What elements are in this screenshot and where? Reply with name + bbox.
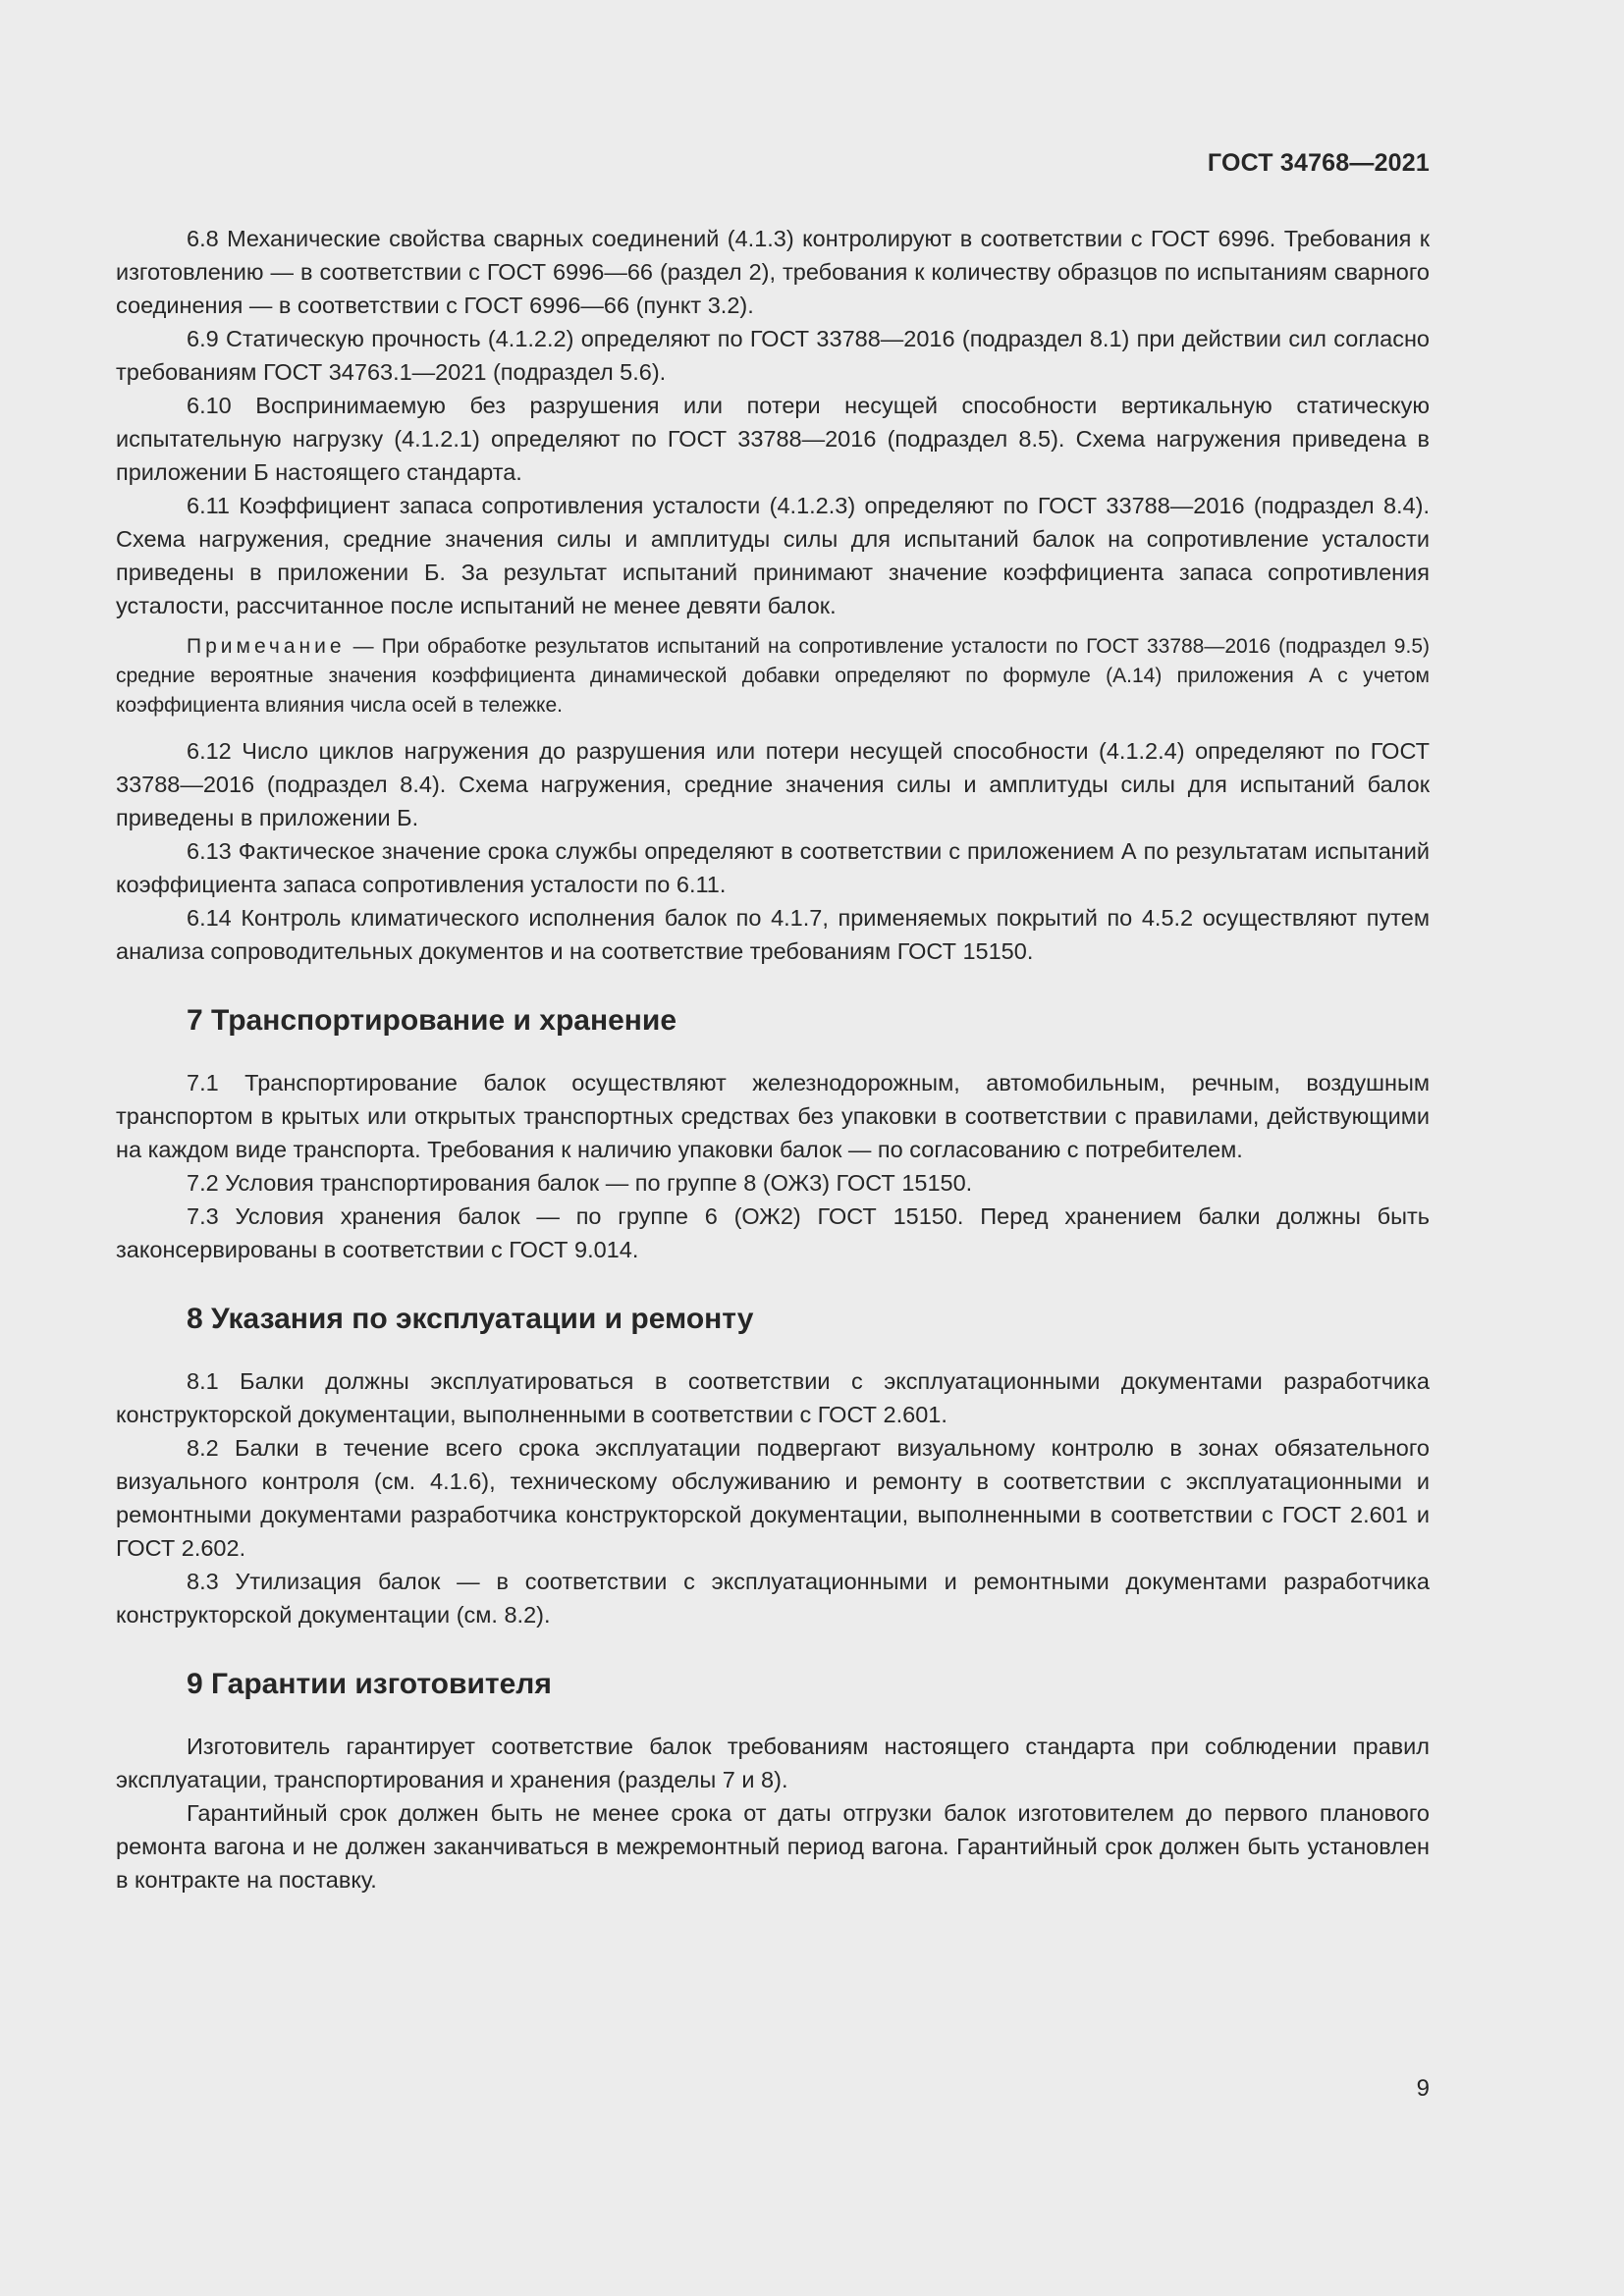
section-9-paragraph-2: Гарантийный срок должен быть не менее срока от даты отгрузки балок изготовителем до первого планового ремонта вагона и не должен заканчиваться в межремонтный период вагона. Гарантийный срок должен быть установлен в контракте на поставку. [116,1800,1430,1893]
clause-6-9: 6.9 Статическую прочность (4.1.2.2) определяют по ГОСТ 33788—2016 (подраздел 8.1) при действии сил согласно требованиям ГОСТ 34763.1—2021 (подраздел 5.6). [116,326,1430,385]
section-9-paragraph-1: Изготовитель гарантирует соответствие балок требованиям настоящего стандарта при соблюдении правил эксплуатации, транспортирования и хранения (разделы 7 и 8). [116,1734,1430,1792]
note-text: — При обработке результатов испытаний на сопротивление усталости по ГОСТ 33788—2016 (подраздел 9.5) средние вероятные значения коэффициента динамической добавки определяют по формуле (А.14) приложения А с учетом коэффициента влияния числа осей в тележке. [116,635,1430,717]
clause-7-3: 7.3 Условия хранения балок — по группе 6 (ОЖ2) ГОСТ 15150. Перед хранением балки должны быть законсервированы в соответствии с ГОСТ 9.014. [116,1203,1430,1262]
page-header: ГОСТ 34768—2021 [1207,149,1430,177]
clause-6-11: 6.11 Коэффициент запаса сопротивления усталости (4.1.2.3) определяют по ГОСТ 33788—2016 (подраздел 8.4). Схема нагружения, средние значения силы и амплитуды силы для испытаний балок на сопротивление усталости приведены в приложении Б. За результат испытаний принимают значение коэффициента запаса сопротивления усталости, рассчитанное после испытаний не менее девяти балок. [116,493,1430,618]
clause-7-1: 7.1 Транспортирование балок осуществляют железнодорожным, автомобильным, речным, воздушным транспортом в крытых или открытых транспортных средствах без упаковки в соответствии с правилами, действующими на каждом виде транспорта. Требования к наличию упаковки балок — по согласованию с потребителем. [116,1070,1430,1162]
clause-6-12: 6.12 Число циклов нагружения до разрушения или потери несущей способности (4.1.2.4) определяют по ГОСТ 33788—2016 (подраздел 8.4). Схема нагружения, средние значения силы и амплитуды силы для испытаний балок приведены в приложении Б. [116,738,1430,830]
clause-8-2: 8.2 Балки в течение всего срока эксплуатации подвергают визуальному контролю в зонах обязательного визуального контроля (см. 4.1.6), техническому обслуживанию и ремонту в соответствии с эксплуатационными и ремонтными документами разработчика конструкторской документации, выполненными в соответствии с ГОСТ 2.601 и ГОСТ 2.602. [116,1435,1430,1561]
note [116,632,1430,721]
clause-6-13: 6.13 Фактическое значение срока службы определяют в соответствии с приложением А по результатам испытаний коэффициента запаса сопротивления усталости по 6.11. [116,838,1430,897]
clause-8-1: 8.1 Балки должны эксплуатироваться в соответствии с эксплуатационными документами разработчика конструкторской документации, выполненными в соответствии с ГОСТ 2.601. [116,1368,1430,1427]
section-7-heading: 7 Транспортирование и хранение [187,1004,677,1037]
document-body [116,222,1430,1896]
page-number: 9 [1416,2075,1430,2102]
clause-6-14: 6.14 Контроль климатического исполнения балок по 4.1.7, применяемых покрытий по 4.5.2 осуществляют путем анализа сопроводительных документов и на соответствие требованиям ГОСТ 15150. [116,905,1430,964]
clause-6-10: 6.10 Воспринимаемую без разрушения или потери несущей способности вертикальную статическую испытательную нагрузку (4.1.2.1) определяют по ГОСТ 33788—2016 (подраздел 8.5). Схема нагружения приведена в приложении Б настоящего стандарта. [116,393,1430,485]
section-9-heading: 9 Гарантии изготовителя [187,1668,552,1700]
note-label: Примечание [187,635,346,658]
section-8-heading: 8 Указания по эксплуатации и ремонту [187,1303,754,1335]
clause-7-2: 7.2 Условия транспортирования балок — по группе 8 (ОЖ3) ГОСТ 15150. [187,1170,973,1196]
clause-6-8: 6.8 Механические свойства сварных соединений (4.1.3) контролируют в соответствии с ГОСТ 6996. Требования к изготовлению — в соответствии с ГОСТ 6996—66 (раздел 2), требования к количеству образцов по испытаниям сварного соединения — в соответствии с ГОСТ 6996—66 (пункт 3.2). [116,226,1430,318]
clause-8-3: 8.3 Утилизация балок — в соответствии с эксплуатационными и ремонтными документами разработчика конструкторской документации (см. 8.2). [116,1569,1430,1628]
